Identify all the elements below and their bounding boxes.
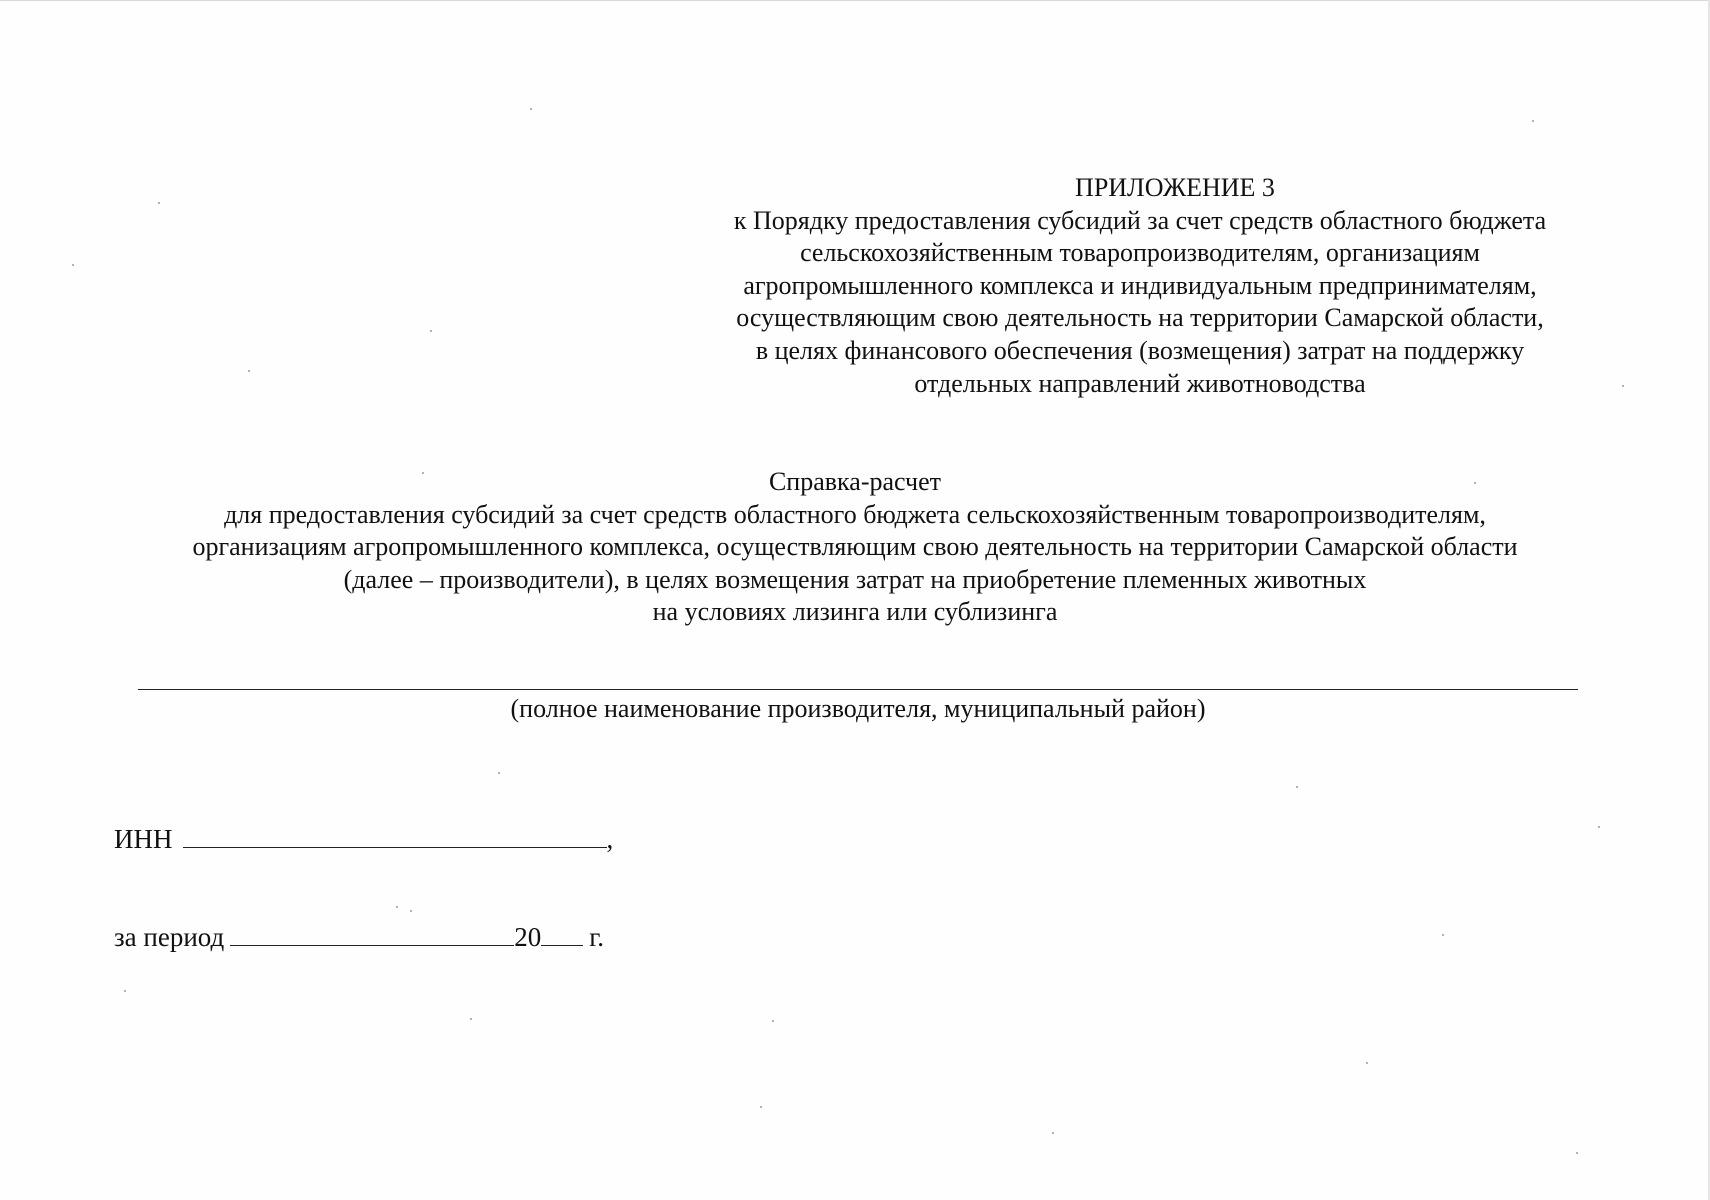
document-subtitle-line: на условиях лизинга или сублизинга [652,597,1058,627]
year-field[interactable] [541,921,583,946]
appendix-line: осуществляющим свою деятельность на территории Самарской области, [736,303,1544,333]
scan-speck [158,202,160,204]
appendix-title: ПРИЛОЖЕНИЕ 3 [1075,173,1275,202]
appendix-line: отдельных направлений животноводства [914,368,1366,398]
scan-speck [1576,1152,1578,1154]
document-heading [80,466,1630,629]
period-row [114,920,604,954]
document-subtitle-line: (далее – производители), в целях возмещения затрат на приобретение племенных животных [343,564,1367,594]
scan-speck [422,472,424,474]
inn-field[interactable] [183,823,607,848]
appendix-line: сельскохозяйственным товаропроизводителям, организациям [800,238,1480,268]
appendix-line: к Порядку предоставления субсидий за счет средств областного бюджета [733,205,1547,235]
scan-speck [410,910,412,912]
appendix-line: агропромышленного комплекса и индивидуальным предпринимателям, [743,270,1537,300]
scan-speck [396,906,398,908]
scan-speck [124,990,126,992]
inn-row [114,822,613,856]
scan-speck [530,108,532,110]
scan-speck [498,772,500,774]
scan-top-edge [0,0,1710,1]
scan-speck [1052,1132,1054,1134]
document-subtitle-line: организациям агропромышленного комплекса, осуществляющим свою деятельность на территории Самарской области [192,532,1518,562]
scan-speck [772,1020,774,1022]
scan-speck [430,330,432,332]
period-field[interactable] [230,921,514,946]
period-label: за период [114,922,225,952]
inn-label: ИНН [114,824,173,854]
document-title: Справка-расчет [768,467,942,496]
scan-speck [1598,826,1600,828]
scan-speck [1442,934,1444,936]
scan-speck [72,264,74,266]
inn-suffix: , [606,824,614,854]
producer-name-field[interactable] [138,689,1578,690]
scan-speck [1366,1062,1368,1064]
appendix-line: в целях финансового обеспечения (возмещения) затрат на поддержку [755,335,1525,365]
document-subtitle-line: для предоставления субсидий за счет средств областного бюджета сельскохозяйственным товаропроизводителям, [224,499,1486,529]
scan-speck [470,1018,472,1020]
scan-speck [1532,120,1534,122]
scan-speck [248,370,250,372]
year-suffix: г. [589,922,605,952]
scan-speck [1622,385,1624,387]
year-prefix: 20 [514,922,542,952]
scan-speck [760,1106,762,1108]
scan-speck [1474,482,1476,484]
scan-speck [1296,786,1298,788]
appendix-block [680,172,1600,400]
producer-name-caption: (полное наименование производителя, муниципальный район) [510,694,1206,723]
